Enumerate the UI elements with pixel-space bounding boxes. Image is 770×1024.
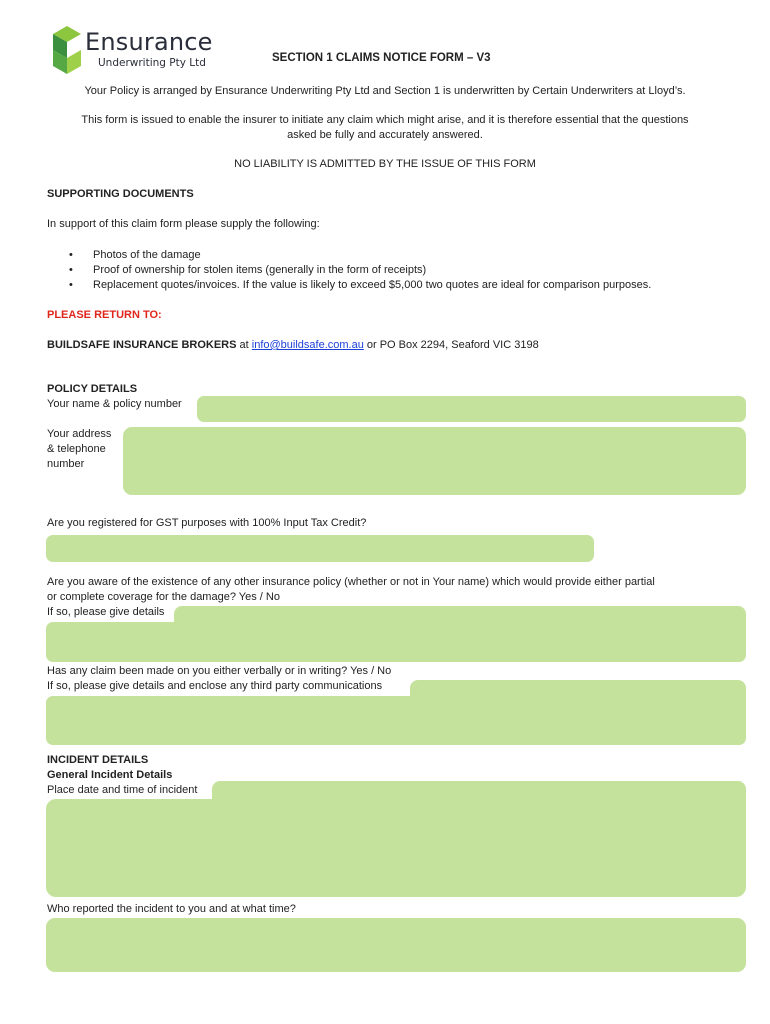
liability-notice: NO LIABILITY IS ADMITTED BY THE ISSUE OF THIS FORM <box>234 158 536 170</box>
other-insurance-question-line-2: or complete coverage for the damage? Yes / No <box>47 591 280 603</box>
gst-question: Are you registered for GST purposes with 100% Input Tax Credit? <box>47 517 367 529</box>
reported-by-question: Who reported the incident to you and at what time? <box>47 903 296 915</box>
broker-name: BUILDSAFE INSURANCE BROKERS <box>47 339 237 351</box>
incident-details-heading: INCIDENT DETAILS <box>47 754 149 766</box>
address-label-line: Your address <box>47 428 112 440</box>
purpose-text-line-2: asked be fully and accurately answered. <box>287 129 483 141</box>
at-text: at <box>236 339 252 351</box>
gst-answer-field[interactable] <box>46 535 594 562</box>
return-address <box>47 339 539 351</box>
claim-details-field-lower[interactable] <box>46 696 746 745</box>
policy-details-heading: POLICY DETAILS <box>47 383 138 395</box>
place-date-time-label: Place date and time of incident <box>47 784 198 796</box>
other-insurance-details-field-lower[interactable] <box>46 622 746 662</box>
logo-subtitle: Underwriting Pty Ltd <box>98 57 206 69</box>
name-policy-field[interactable] <box>197 396 746 422</box>
return-heading: PLEASE RETURN TO: <box>47 309 162 321</box>
reported-by-field[interactable] <box>46 918 746 972</box>
place-date-time-field-lower[interactable] <box>46 799 746 897</box>
claim-question: Has any claim been made on you either verbally or in writing? Yes / No <box>47 665 392 677</box>
claim-details-label: If so, please give details and enclose any third party communications <box>47 680 383 692</box>
company-logo <box>52 26 222 76</box>
address-telephone-field[interactable] <box>123 427 746 495</box>
address-label <box>47 427 111 472</box>
address-label-line: number <box>47 458 85 470</box>
postal-address: or PO Box 2294, Seaford VIC 3198 <box>363 339 539 351</box>
supporting-documents-list <box>47 248 747 293</box>
intro-text: Your Policy is arranged by Ensurance Underwriting Pty Ltd and Section 1 is underwritten by Certain Underwriters at Lloyd’s. <box>84 85 686 97</box>
list-item: • Photos of the damage <box>47 248 747 263</box>
form-title: SECTION 1 CLAIMS NOTICE FORM – V3 <box>272 52 491 64</box>
supporting-intro: In support of this claim form please supply the following: <box>47 218 320 230</box>
other-insurance-details-label: If so, please give details <box>47 606 165 618</box>
broker-email-link[interactable]: info@buildsafe.com.au <box>251 339 364 351</box>
general-incident-subheading: General Incident Details <box>47 769 173 781</box>
list-item: • Proof of ownership for stolen items (generally in the form of receipts) <box>47 263 747 278</box>
list-item: • Replacement quotes/invoices. If the value is likely to exceed $5,000 two quotes are ideal for comparison purposes. <box>47 278 747 293</box>
logo-name: Ensurance <box>85 28 213 56</box>
supporting-documents-heading: SUPPORTING DOCUMENTS <box>47 188 194 200</box>
other-insurance-question-line-1: Are you aware of the existence of any other insurance policy (whether or not in Your name) which would provide either partial <box>47 576 655 588</box>
logo-mark-icon <box>52 26 82 74</box>
address-label-line: & telephone <box>47 443 106 455</box>
name-policy-label: Your name & policy number <box>47 398 182 410</box>
purpose-text-line-1: This form is issued to enable the insurer to initiate any claim which might arise, and it is therefore essential that the questions <box>81 114 689 126</box>
